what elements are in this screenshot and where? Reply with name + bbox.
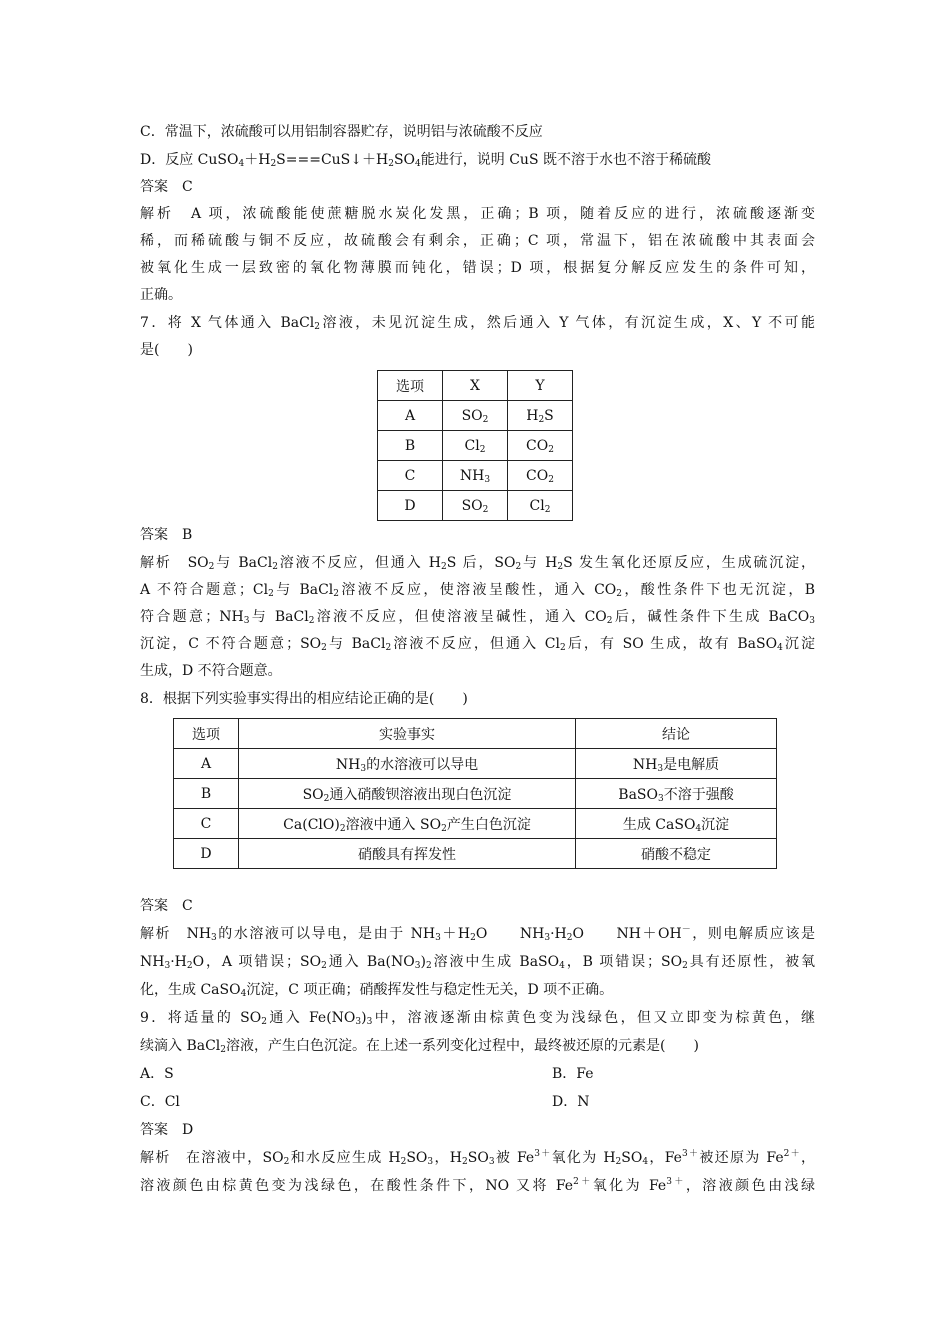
table-header: 实验事实	[239, 719, 576, 749]
q9-stem: 9．将适量的 $SO_2$通入 $Fe(NO_3)_3$中，溶液逐渐由棕黄色变为浅绿色，但又立即变为棕黄色，继	[140, 1010, 816, 1027]
q9-stem: 续滴入 BaCl$_2$溶液，产生白色沉淀。在上述一系列变化过程中，最终被还原的元素是( )	[140, 1038, 699, 1055]
q9-options-row	[140, 1064, 815, 1084]
q6-analysis-line: 稀，而稀硫酸与铜不反应，故硫酸会有剩余，正确；C 项，常温下，铝在浓硫酸中其表面会	[140, 233, 815, 249]
table-cell: B	[174, 779, 239, 809]
table-cell: A	[378, 401, 443, 431]
table-cell: $SO_2$	[443, 491, 508, 521]
q7-analysis-line: A 不符合题意；$Cl_2$与 BaCl$_2$溶液不反应，使溶液呈酸性，通入 $CO_2$，酸性条件下也无沉淀，B	[140, 582, 816, 599]
table-cell: D	[174, 839, 239, 869]
q9-analysis-line: 溶液颜色由棕黄色变为浅绿色，在酸性条件下，NO 又将 $Fe^{2+}$氧化为 $Fe^{3+}$，溶液颜色由浅绿	[140, 1177, 815, 1194]
table-cell: C	[378, 461, 443, 491]
table-header: 选项	[174, 719, 239, 749]
table-cell: 生成 CaSO$_4$沉淀	[576, 809, 777, 839]
table-row	[174, 749, 777, 779]
table-header-row	[174, 719, 777, 749]
q7-stem: 7．将 X 气体通入 BaCl$_2$溶液，未见沉淀生成，然后通入 Y 气体，有沉淀生成，X、Y 不可能	[140, 315, 815, 332]
q6-option-c: C．常温下，浓硫酸可以用铝制容器贮存，说明铝与浓硫酸不反应	[140, 124, 543, 140]
table-row	[174, 809, 777, 839]
q7-table	[377, 370, 573, 521]
table-cell: $H_2S$	[508, 401, 573, 431]
table-cell: $CO_2$	[508, 431, 573, 461]
q9-option-a: A．S	[140, 1066, 174, 1082]
table-cell: $NH_3$是电解质	[576, 749, 777, 779]
q7-analysis-line: 生成，D 不符合题意。	[140, 663, 282, 679]
q9-option-c: C．Cl	[140, 1094, 180, 1110]
q8-analysis-line: 化，生成 CaSO$_4$沉淀，C 项正确；硝酸挥发性与稳定性无关，D 项不正确。	[140, 982, 614, 999]
q9-answer: 答案 D	[140, 1122, 194, 1138]
table-header: Y	[508, 371, 573, 401]
table-row	[378, 461, 573, 491]
table-cell: A	[174, 749, 239, 779]
q9-options-row	[140, 1092, 815, 1112]
table-row	[378, 401, 573, 431]
table-cell: 硝酸不稳定	[576, 839, 777, 869]
table-cell: $NH_3$的水溶液可以导电	[239, 749, 576, 779]
q8-table	[173, 718, 777, 869]
table-cell: BaSO$_3$不溶于强酸	[576, 779, 777, 809]
table-header: 结论	[576, 719, 777, 749]
q8-answer: 答案 C	[140, 898, 193, 914]
q6-option-d: D．反应 $CuSO_4+H_2S===CuS↓+H_2SO_4$能进行，说明 CuS 既不溶于水也不溶于稀硫酸	[140, 152, 711, 169]
table-header-row	[378, 371, 573, 401]
q6-analysis-line: 解析 A 项，浓硫酸能使蔗糖脱水炭化发黑，正确；B 项，随着反应的进行，浓硫酸逐渐变	[140, 206, 815, 222]
table-cell: $SO_2$通入硝酸钡溶液出现白色沉淀	[239, 779, 576, 809]
q9-option-b: B．Fe	[552, 1066, 594, 1082]
table-row	[378, 431, 573, 461]
q7-stem: 是( )	[140, 342, 193, 358]
table-cell: $SO_2$	[443, 401, 508, 431]
table-row	[378, 491, 573, 521]
q8-analysis-line: 解析 $NH_3$的水溶液可以导电，是由于 $NH_3+H_2O$ $NH_3\cdot H_2O$ NH＋OH－，则电解质应该是	[140, 925, 815, 943]
q8-stem: 8．根据下列实验事实得出的相应结论正确的是( )	[140, 691, 468, 707]
q7-analysis-line: 符合题意；$NH_3$与 BaCl$_2$溶液不反应，但使溶液呈碱性，通入 $CO_2$后，碱性条件下生成 BaCO$_3$	[140, 609, 816, 626]
table-cell: $Cl_2$	[443, 431, 508, 461]
table-row	[174, 839, 777, 869]
table-header: 选项	[378, 371, 443, 401]
q7-analysis-line: 解析 $SO_2$与 BaCl$_2$溶液不反应，但通入 $H_2S$ 后，$SO_2$与 $H_2S$ 发生氧化还原反应，生成硫沉淀，	[140, 555, 815, 572]
table-cell: D	[378, 491, 443, 521]
q6-analysis-line: 被氧化生成一层致密的氧化物薄膜而钝化，错误；D 项，根据复分解反应发生的条件可知，	[140, 260, 815, 276]
table-cell: $NH_3$	[443, 461, 508, 491]
table-row	[174, 779, 777, 809]
q7-analysis-line: 沉淀，C 不符合题意；$SO_2$与 BaCl$_2$溶液不反应，但通入 $Cl_2$后，有 SO 生成，故有 BaSO$_4$沉淀	[140, 636, 816, 653]
table-cell: C	[174, 809, 239, 839]
q9-analysis-line: 解析 在溶液中，$SO_2$和水反应生成 $H_2SO_3$，$H_2SO_3$被 $Fe^{3+}$氧化为 $H_2SO_4$，$Fe^{3+}$被还原为 $Fe^{2+}$，	[140, 1149, 816, 1167]
table-cell: $CO_2$	[508, 461, 573, 491]
q8-analysis-line: $NH_3\cdot H_2O$，A 项错误；$SO_2$通入 $Ba(NO_3)_2$溶液中生成 BaSO$_4$，B 项错误；$SO_2$具有还原性，被氧	[140, 954, 816, 971]
table-cell: B	[378, 431, 443, 461]
table-cell: $Ca(ClO)_2$溶液中通入 $SO_2$产生白色沉淀	[239, 809, 576, 839]
q7-answer: 答案 B	[140, 527, 193, 543]
table-header: X	[443, 371, 508, 401]
q6-answer: 答案 C	[140, 179, 193, 195]
table-cell: 硝酸具有挥发性	[239, 839, 576, 869]
table-cell: $Cl_2$	[508, 491, 573, 521]
q6-analysis-line: 正确。	[140, 287, 182, 303]
q9-option-d: D．N	[552, 1094, 590, 1110]
